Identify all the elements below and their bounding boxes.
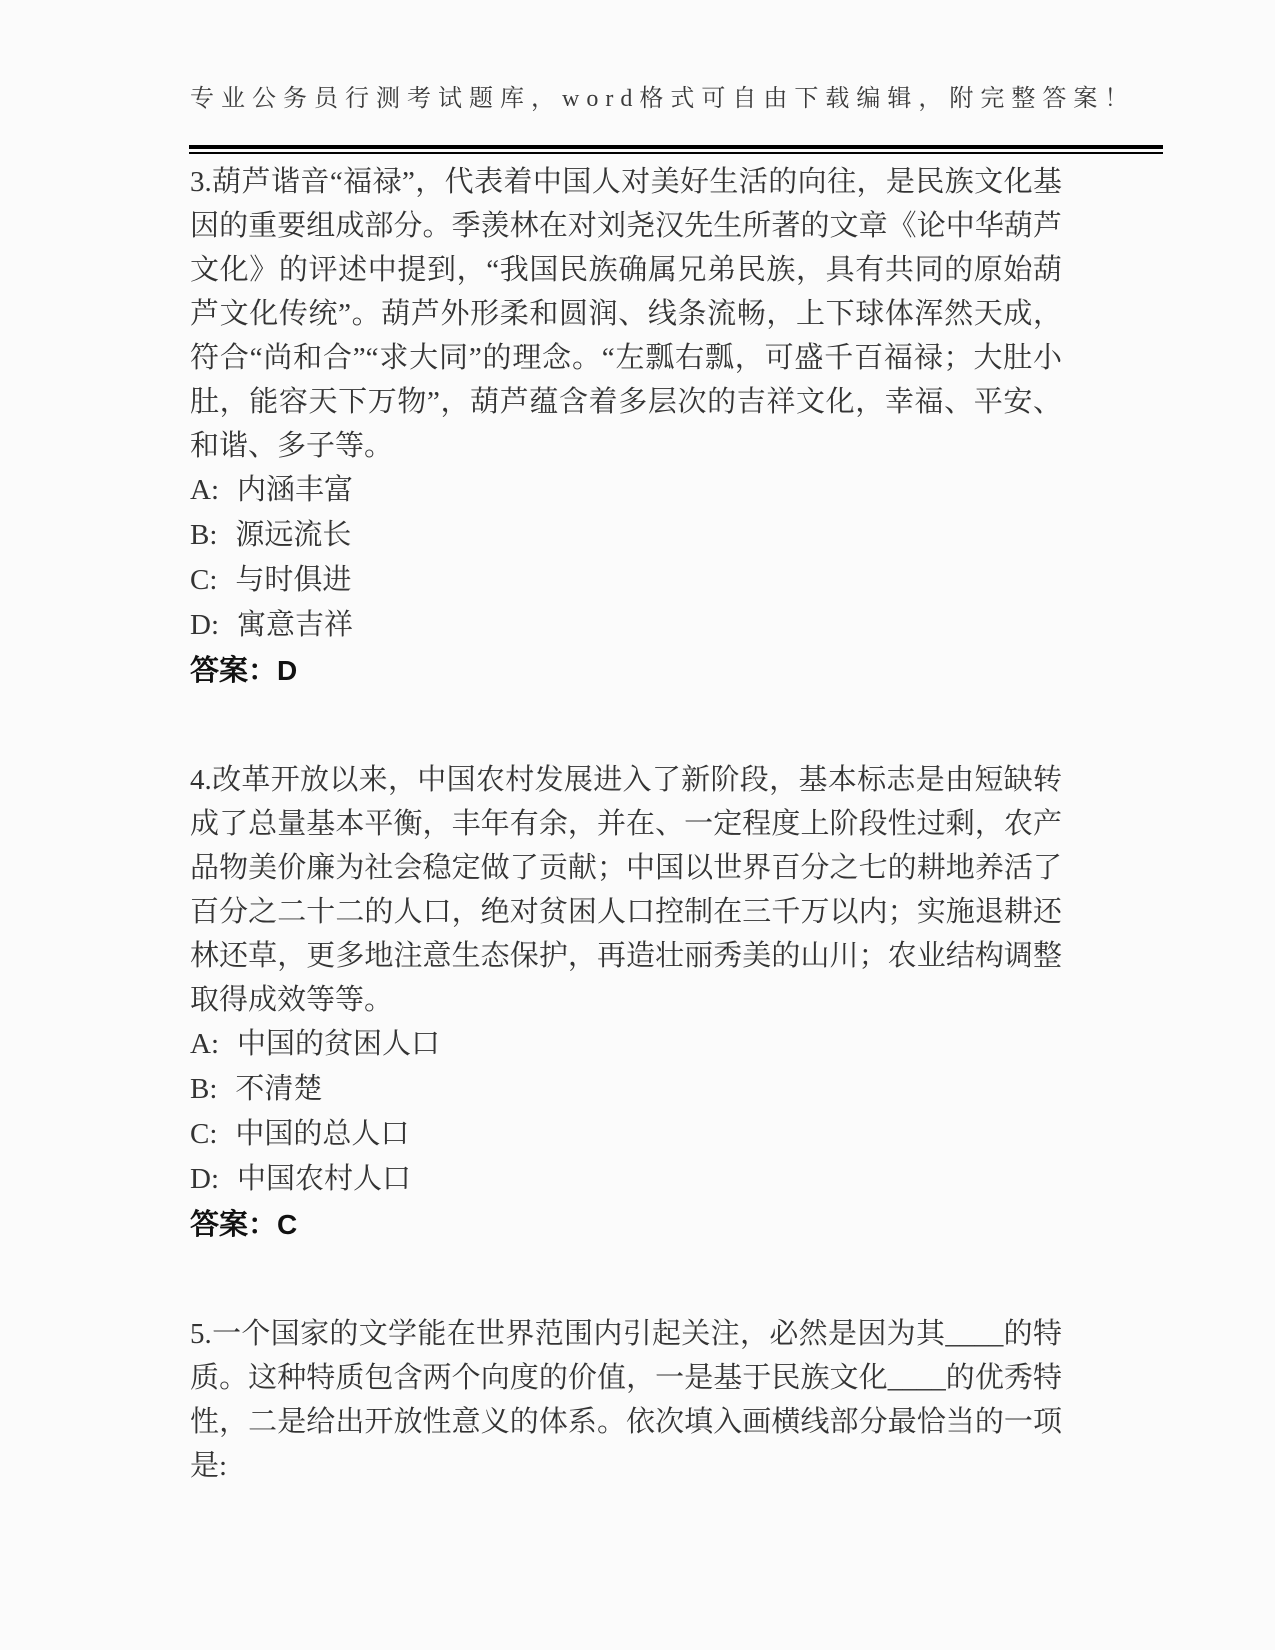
option-text: 不清楚: [235, 1073, 323, 1105]
question-5: [190, 1312, 1062, 1488]
answer-label: 答案：: [190, 655, 278, 687]
answer-label: 答案：: [190, 1209, 278, 1241]
question-3: [190, 160, 1062, 694]
option-row: [190, 1022, 1062, 1067]
answer-value: C: [277, 1209, 298, 1240]
question-stem: 5.一个国家的文学能在世界范围内引起关注，必然是因为其____的特质。这种特质包含两个向度的价值，一是基于民族文化____的优秀特性，二是给出开放性意义的体系。依次填入画横线部分最恰当的一项是:: [190, 1318, 1062, 1482]
option-label: B:: [190, 519, 218, 551]
option-label: D:: [190, 1163, 219, 1195]
option-label: C:: [190, 564, 218, 596]
answer-row: [190, 1202, 1062, 1248]
option-row: [190, 513, 1062, 558]
option-text: 与时俱进: [235, 564, 352, 596]
page-header-text: 专业公务员行测考试题库，word格式可自由下载编辑，附完整答案！: [190, 86, 1136, 112]
option-text: 中国的总人口: [235, 1118, 410, 1150]
option-label: A:: [190, 1028, 219, 1060]
answer-row: [190, 648, 1062, 694]
questions-container: [190, 160, 1062, 1552]
question-stem: 3.葫芦谐音“福禄”，代表着中国人对美好生活的向往，是民族文化基因的重要组成部分。季羡林在对刘尧汉先生所著的文章《论中华葫芦文化》的评述中提到，“我国民族确属兄弟民族，具有共同的原始葫芦文化传统”。葫芦外形柔和圆润、线条流畅，上下球体浑然天成，符合“尚和合”“求大同”的理念。“左瓢右瓢，可盛千百福禄；大肚小肚，能容天下万物”，葫芦蕴含着多层次的吉祥文化，幸福、平安、和谐、多子等。: [190, 166, 1062, 462]
option-row: [190, 603, 1062, 648]
options-list: [190, 468, 1062, 648]
question-stem: 4.改革开放以来，中国农村发展进入了新阶段，基本标志是由短缺转成了总量基本平衡，丰年有余，并在、一定程度上阶段性过剩，农产品物美价廉为社会稳定做了贡献；中国以世界百分之七的耕地养活了百分之二十二的人口，绝对贫困人口控制在三千万以内；实施退耕还林还草，更多地注意生态保护，再造壮丽秀美的山川；农业结构调整取得成效等等。: [190, 764, 1062, 1016]
option-text: 寓意吉祥: [237, 609, 354, 641]
option-row: [190, 1067, 1062, 1112]
option-label: A:: [190, 474, 219, 506]
option-row: [190, 468, 1062, 513]
option-label: B:: [190, 1073, 218, 1105]
option-text: 源远流长: [235, 519, 352, 551]
option-label: D:: [190, 609, 219, 641]
option-row: [190, 558, 1062, 603]
option-row: [190, 1157, 1062, 1202]
options-list: [190, 1022, 1062, 1202]
header-divider-rule: [189, 145, 1163, 154]
question-4: [190, 758, 1062, 1248]
option-text: 内涵丰富: [237, 474, 354, 506]
option-text: 中国的贫困人口: [237, 1028, 441, 1060]
option-label: C:: [190, 1118, 218, 1150]
answer-value: D: [277, 655, 298, 686]
option-row: [190, 1112, 1062, 1157]
option-text: 中国农村人口: [237, 1163, 412, 1195]
